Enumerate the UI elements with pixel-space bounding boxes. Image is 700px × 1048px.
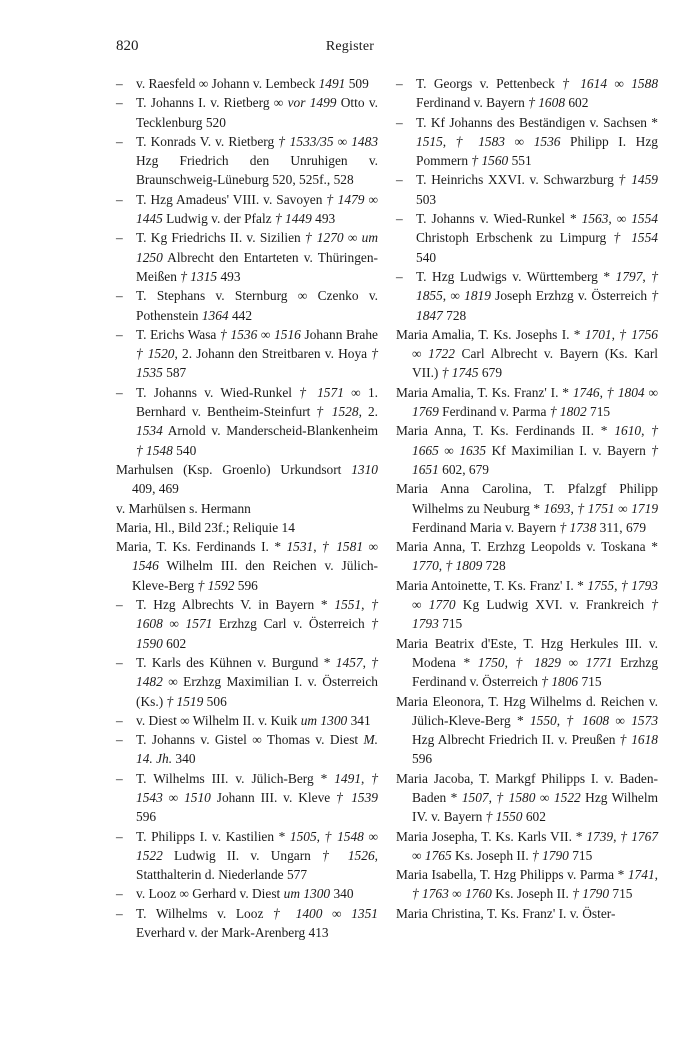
index-entry: Maria Jacoba, T. Markgf Philipps I. v. Baden-Baden * 1507, † 1580 ∞ 1522 Hzg Wilhelm IV. v. Bayern † 1550 602 <box>396 770 658 825</box>
index-entry: Maria Amalia, T. Ks. Josephs I. * 1701, † 1756 ∞ 1722 Carl Albrecht v. Bayern (Ks. Karl VII.) † 1745 679 <box>396 326 658 381</box>
italic-date: 1573 <box>631 712 659 728</box>
italic-date: † 1533/35 <box>278 133 334 149</box>
italic-date: † 1479 <box>326 191 365 207</box>
index-subentry: – T. Heinrichs XXVI. v. Schwarzburg † 1459 503 <box>396 170 658 209</box>
index-subentry: – T. Johanns v. Gistel ∞ Thomas v. Diest M. 14. Jh. 340 <box>116 730 378 769</box>
italic-date: † 1535 <box>136 346 378 381</box>
index-subentry: – v. Looz ∞ Gerhard v. Diest um 1300 340 <box>116 884 378 903</box>
italic-date: 1507 <box>461 789 489 805</box>
index-subentry: – T. Erichs Wasa † 1536 ∞ 1516 Johann Brahe † 1520, 2. Johann den Streitbaren v. Hoya † 1535 587 <box>116 325 378 383</box>
italic-date: † 1829 <box>515 654 561 670</box>
index-entry: Maria, T. Ks. Ferdinands I. * 1531, † 1581 ∞ 1546 Wilhelm III. den Reichen v. Jülich-Kleve-Berg † 1592 596 <box>116 539 378 593</box>
italic-date: † 1528 <box>316 404 359 420</box>
italic-date: † 1751 <box>577 500 615 516</box>
italic-date: † 1756 <box>619 326 658 342</box>
italic-date: M. 14. Jh. <box>136 732 378 767</box>
index-subentry: – v. Diest ∞ Wilhelm II. v. Kuik um 1300 341 <box>116 711 378 730</box>
italic-date: 1364 <box>201 307 229 323</box>
index-entry: Maria Josepha, T. Ks. Karls VII. * 1739, † 1767 ∞ 1765 Ks. Joseph II. † 1790 715 <box>396 828 659 863</box>
italic-date: † 1806 <box>541 674 579 690</box>
italic-date: † 1804 <box>606 384 645 400</box>
italic-date: † 1793 <box>620 577 659 593</box>
italic-date: † 1520 <box>136 346 175 362</box>
italic-date: 1546 <box>132 558 159 574</box>
italic-date: 1765 <box>424 847 452 863</box>
italic-date: 1491 <box>334 770 362 786</box>
index-subentry: – T. Kg Friedrichs II. v. Sizilien † 1270 ∞ um 1250 Albrecht den Entarteten v. Thüringen-Meißen † 1315 493 <box>116 228 378 286</box>
italic-date: 1551 <box>334 597 362 613</box>
italic-date: 1571 <box>185 616 213 632</box>
italic-date: 1457 <box>335 654 363 670</box>
index-entry: Maria Beatrix d'Este, T. Hzg Herkules III. v. Modena * 1750, † 1829 ∞ 1771 Erzhzg Ferdinand v. Österreich † 1806 715 <box>396 635 659 690</box>
italic-date: vor 1499 <box>287 95 337 111</box>
index-entry: v. Marhülsen s. Hermann <box>116 500 251 516</box>
italic-date: † 1790 <box>572 886 610 902</box>
italic-date: † 1482 <box>136 654 378 690</box>
italic-date: 1771 <box>585 654 613 670</box>
italic-date: † 1550 <box>485 809 523 825</box>
italic-date: um 1250 <box>136 230 378 265</box>
italic-date: 1770 <box>412 558 439 574</box>
italic-date: 1310 <box>351 461 378 477</box>
italic-date: 1722 <box>428 346 455 362</box>
index-subentry: – T. Johanns v. Wied-Runkel * 1563, ∞ 1554 Christoph Erbschenk zu Limpurg † 1554 540 <box>396 209 658 267</box>
italic-date: 1588 <box>631 76 659 91</box>
italic-date: † 1580 <box>496 789 536 805</box>
italic-date: 1819 <box>464 288 491 304</box>
italic-date: † 1738 <box>559 519 597 535</box>
page-number: 820 <box>116 38 139 54</box>
index-entry: Maria Antoinette, T. Ks. Franz' I. * 1755, † 1793 ∞ 1770 Kg Ludwig XVI. v. Frankreich † 1793 715 <box>396 577 659 632</box>
index-column-left <box>116 74 378 942</box>
italic-date: † 1400 <box>273 905 323 921</box>
italic-date: † 1581 <box>322 539 364 555</box>
italic-date: 1522 <box>136 847 163 863</box>
index-entry: Maria Eleonora, T. Hzg Wilhelms d. Reichen v. Jülich-Kleve-Berg * 1550, † 1608 ∞ 1573 Hzg Albrecht Friedrich II. v. Preußen † 1618 596 <box>396 693 659 767</box>
italic-date: † 1592 <box>197 577 235 593</box>
index-subentry: – T. Johanns v. Wied-Runkel † 1571 ∞ 1. Bernhard v. Bentheim-Steinfurt † 1528, 2. 1534 Arnold v. Manderscheid-Blankenheim † 1548 540 <box>116 383 378 460</box>
italic-date: † 1608 <box>566 712 610 728</box>
italic-date: † 1571 <box>299 384 344 400</box>
italic-date: 1635 <box>459 442 487 458</box>
italic-date: 1522 <box>553 789 581 805</box>
italic-date: 1536 <box>533 133 561 149</box>
italic-date: 1483 <box>351 133 379 149</box>
italic-date: 1554 <box>631 211 658 227</box>
italic-date: 1534 <box>136 423 163 439</box>
italic-date: † 1793 <box>412 597 658 632</box>
italic-date: † 1763 <box>412 886 449 902</box>
index-subentry: – T. Karls des Kühnen v. Burgund * 1457, † 1482 ∞ Erzhzg Maximilian I. v. Österreich (Ks.) † 1519 506 <box>116 653 378 711</box>
italic-date: † 1767 <box>620 828 659 844</box>
italic-date: † 1847 <box>416 288 659 323</box>
italic-date: † 1590 <box>136 616 378 651</box>
italic-date: 1516 <box>274 326 301 342</box>
index-entry: Maria Anna, T. Erzhzg Leopolds v. Toskana * 1770, † 1809 728 <box>396 539 658 574</box>
index-subentry: – T. Wilhelms v. Looz † 1400 ∞ 1351 Everhard v. der Mark-Arenberg 413 <box>116 904 378 943</box>
italic-date: † 1665 <box>412 423 658 458</box>
index-entry: Maria Anna Carolina, T. Pfalzgf Philipp Wilhelms zu Neuburg * 1693, † 1751 ∞ 1719 Ferdinand Maria v. Bayern † 1738 311, 679 <box>396 481 659 535</box>
italic-date: † 1315 <box>180 268 218 284</box>
index-subentry: – T. Wilhelms III. v. Jülich-Berg * 1491, † 1543 ∞ 1510 Johann III. v. Kleve † 1539 596 <box>116 769 378 827</box>
italic-date: 1510 <box>184 789 211 805</box>
italic-date: 1550 <box>529 712 557 728</box>
italic-date: † 1608 <box>528 95 566 111</box>
italic-date: † 1459 <box>618 172 658 188</box>
italic-date: † 1745 <box>441 365 479 381</box>
italic-date: 1741 <box>627 867 655 883</box>
italic-date: 1693 <box>543 500 571 516</box>
index-entry: Maria Anna, T. Ks. Ferdinands II. * 1610, † 1665 ∞ 1635 Kf Maximilian I. v. Bayern † 1651 602, 679 <box>396 423 658 477</box>
italic-date: 1445 <box>136 211 163 227</box>
italic-date: † 1790 <box>532 847 569 863</box>
italic-date: 1505 <box>289 828 317 844</box>
italic-date: 1746 <box>572 384 600 400</box>
index-entry: Maria, Hl., Bild 23f.; Reliquie 14 <box>116 519 295 535</box>
italic-date: 1701 <box>584 326 612 342</box>
index-subentry: – T. Philipps I. v. Kastilien * 1505, † 1548 ∞ 1522 Ludwig II. v. Ungarn † 1526, Statthalterin d. Niederlande 577 <box>116 827 378 885</box>
italic-date: 1739 <box>586 828 614 844</box>
italic-date: 1515 <box>416 133 443 149</box>
index-entry: Maria Christina, T. Ks. Franz' I. v. Öster- <box>396 905 616 921</box>
italic-date: † 1608 <box>136 597 378 632</box>
italic-date: † 1270 <box>304 230 344 246</box>
italic-date: 1610 <box>614 423 642 439</box>
italic-date: 1760 <box>465 886 492 902</box>
italic-date: † 1855 <box>416 268 658 304</box>
italic-date: 1769 <box>412 404 439 420</box>
italic-date: 1719 <box>631 500 659 516</box>
index-subentry: – T. Hzg Amadeus' VIII. v. Savoyen † 1479 ∞ 1445 Ludwig v. der Pfalz † 1449 493 <box>116 190 378 229</box>
italic-date: † 1539 <box>336 789 378 805</box>
index-entry: Maria Isabella, T. Hzg Philipps v. Parma * 1741, † 1763 ∞ 1760 Ks. Joseph II. † 1790 715 <box>396 867 658 902</box>
italic-date: 1770 <box>428 597 456 613</box>
italic-date: 1755 <box>587 577 615 593</box>
italic-date: 1351 <box>351 905 378 921</box>
italic-date: 1563 <box>581 211 609 227</box>
index-subentry: – T. Johanns I. v. Rietberg ∞ vor 1499 Otto v. Tecklenburg 520 <box>116 93 378 132</box>
italic-date: † 1614 <box>562 76 608 91</box>
italic-date: † 1560 <box>471 153 509 169</box>
italic-date: † 1809 <box>445 558 483 574</box>
index-subentry: – T. Georgs v. Pettenbeck † 1614 ∞ 1588 Ferdinand v. Bayern † 1608 602 <box>396 74 658 113</box>
index-column-right <box>396 74 658 923</box>
italic-date: 1797 <box>615 268 643 284</box>
index-entry: Maria Amalia, T. Ks. Franz' I. * 1746, † 1804 ∞ 1769 Ferdinand v. Parma † 1802 715 <box>396 384 658 420</box>
index-subentry: – T. Hzg Albrechts V. in Bayern * 1551, † 1608 ∞ 1571 Erzhzg Carl v. Österreich † 1590 602 <box>116 595 378 653</box>
italic-date: † 1651 <box>412 442 658 477</box>
italic-date: 1750 <box>477 654 505 670</box>
italic-date: um 1300 <box>283 886 331 902</box>
index-subentry: – T. Kf Johanns des Beständigen v. Sachsen * 1515, † 1583 ∞ 1536 Philipp I. Hzg Pommern † 1560 551 <box>396 113 658 171</box>
italic-date: † 1802 <box>549 404 587 420</box>
italic-date: † 1618 <box>619 732 658 748</box>
italic-date: † 1543 <box>136 770 378 805</box>
index-entry: Marhulsen (Ksp. Groenlo) Urkundsort 1310 409, 469 <box>116 461 378 497</box>
index-subentry: – T. Konrads V. v. Rietberg † 1533/35 ∞ 1483 Hzg Friedrich den Unruhigen v. Braunschweig-Lüneburg 520, 525f., 528 <box>116 132 378 190</box>
italic-date: † 1554 <box>613 230 658 246</box>
italic-date: † 1583 <box>455 133 505 149</box>
italic-date: † 1526 <box>322 847 375 863</box>
italic-date: † 1548 <box>136 442 173 458</box>
italic-date: 1531 <box>286 539 314 555</box>
index-subentry: – v. Raesfeld ∞ Johann v. Lembeck 1491 509 <box>116 74 378 93</box>
italic-date: 1491 <box>318 76 346 91</box>
page-header <box>0 38 700 58</box>
running-title: Register <box>325 39 375 54</box>
index-subentry: – T. Hzg Ludwigs v. Württemberg * 1797, † 1855, ∞ 1819 Joseph Erzhzg v. Österreich † 1847 728 <box>396 267 658 325</box>
italic-date: um 1300 <box>300 712 348 728</box>
index-subentry: – T. Stephans v. Sternburg ∞ Czenko v. Pothenstein 1364 442 <box>116 286 378 325</box>
italic-date: † 1548 <box>324 828 364 844</box>
italic-date: † 1536 <box>219 326 258 342</box>
italic-date: † 1519 <box>166 693 204 709</box>
italic-date: † 1449 <box>274 211 312 227</box>
